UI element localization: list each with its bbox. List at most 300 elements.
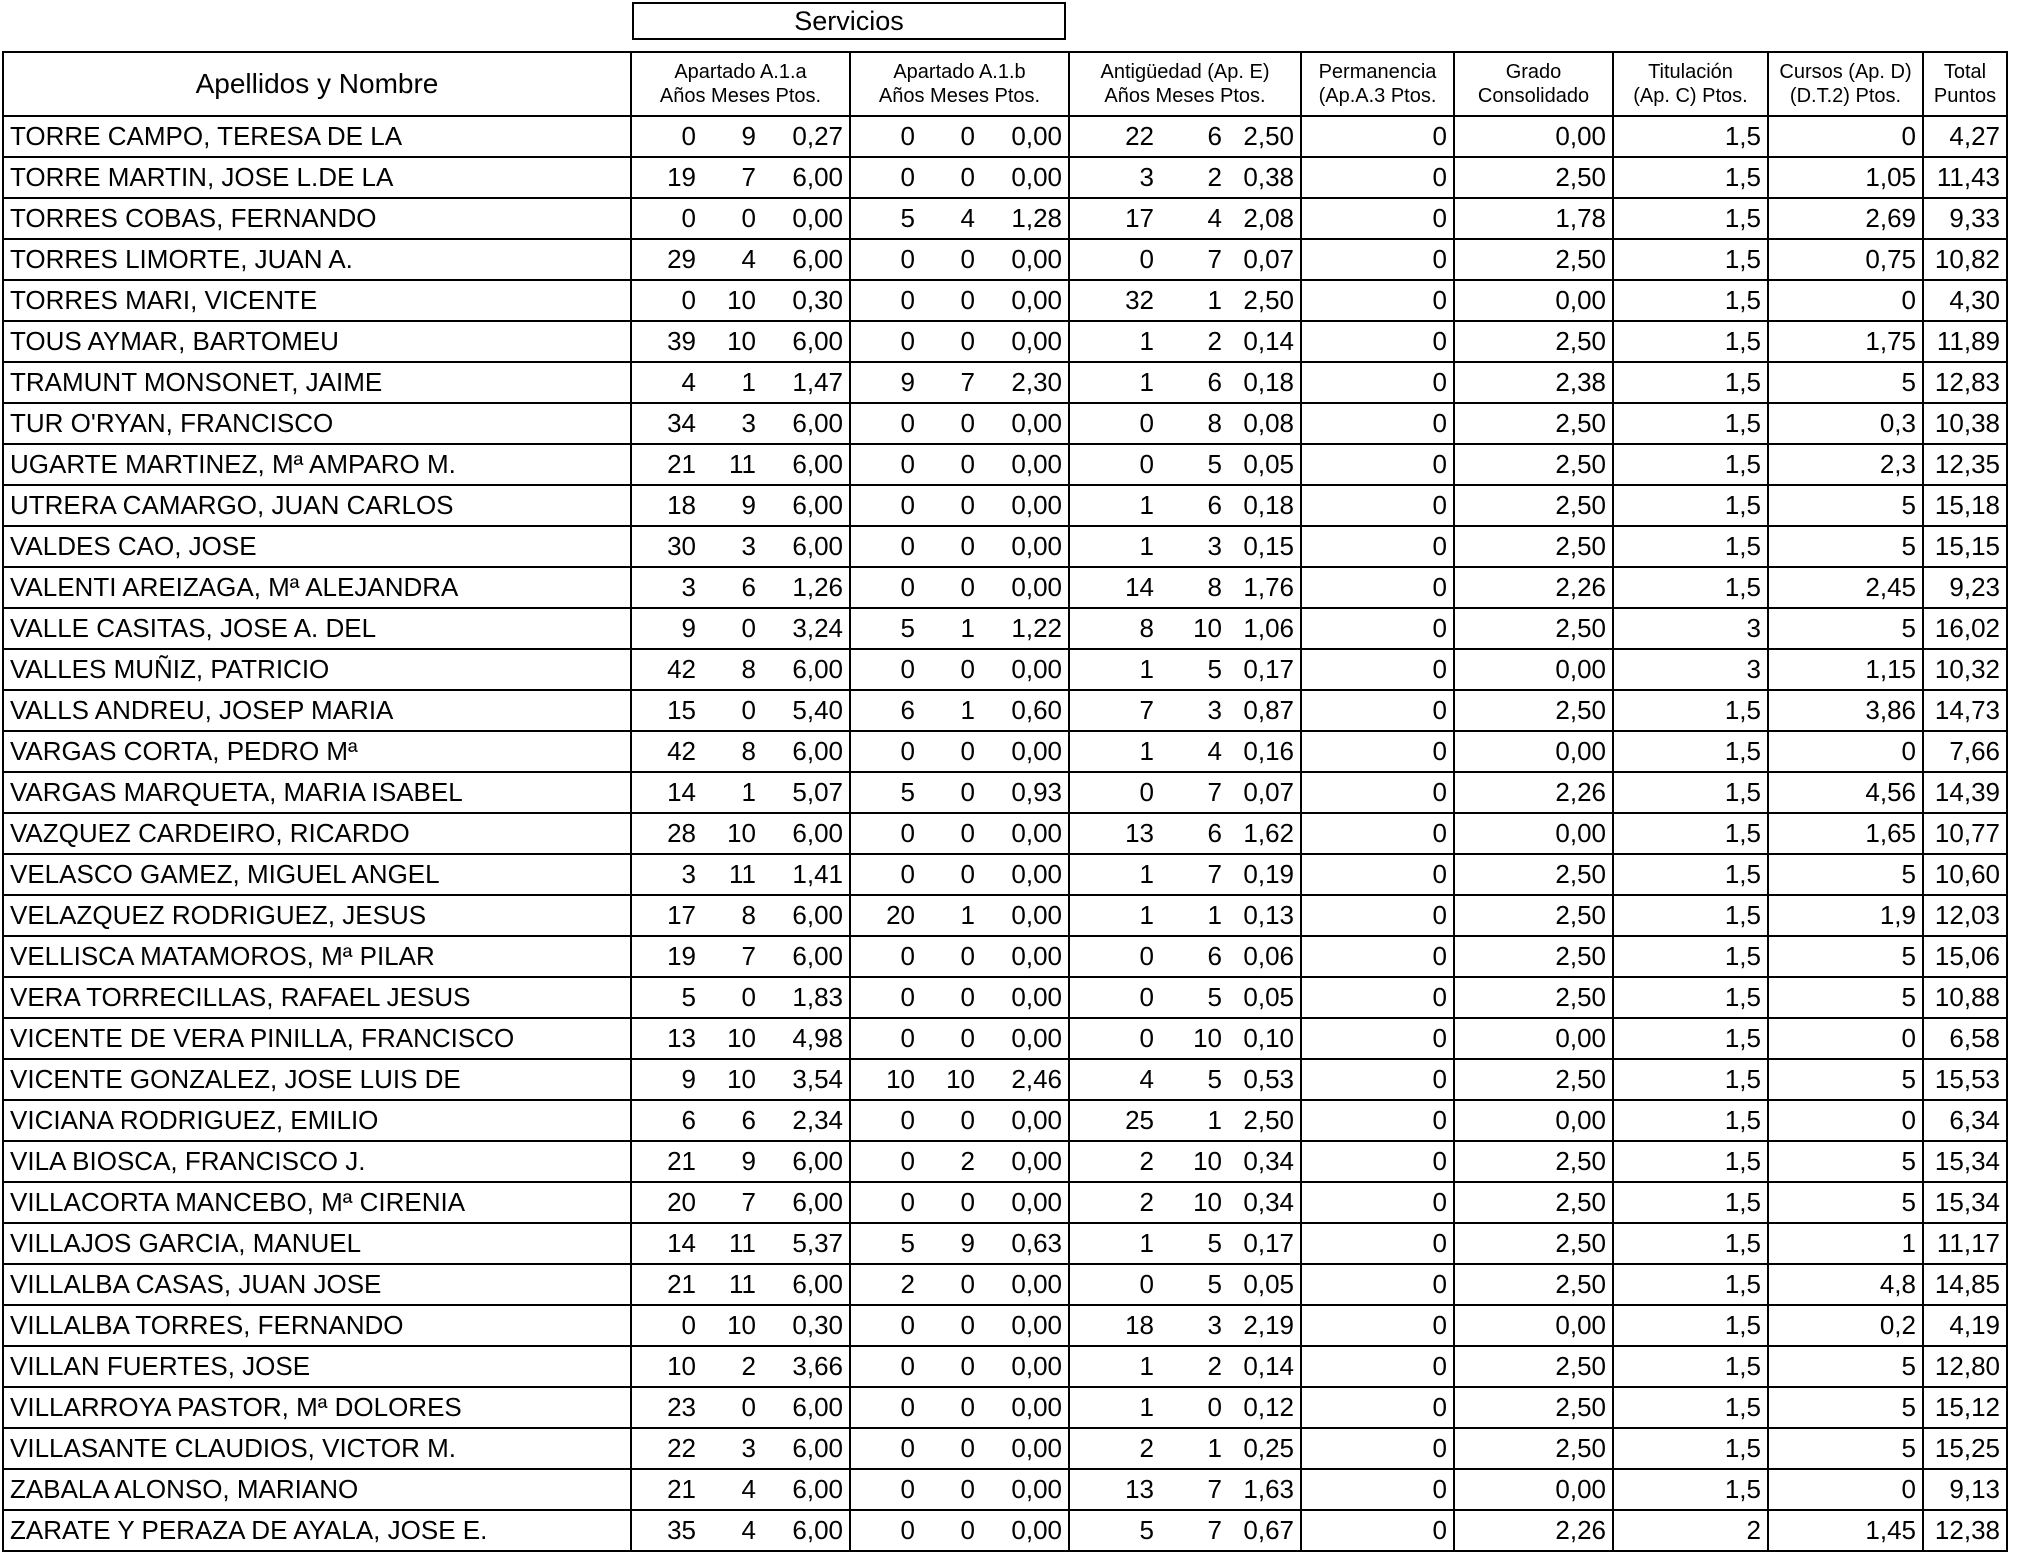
cell-a1a	[631, 1223, 850, 1264]
cell-a1a	[631, 321, 850, 362]
cell-antig-meses: 10	[1193, 1187, 1222, 1217]
cell-a1b-ptos: 0,00	[1011, 1515, 1062, 1545]
cell-name: VILLASANTE CLAUDIOS, VICTOR M.	[3, 1428, 631, 1469]
cell-a1a	[631, 1510, 850, 1551]
cell-perm: 0	[1301, 526, 1454, 567]
cell-cursos: 0,2	[1768, 1305, 1923, 1346]
cell-a1b-meses: 0	[960, 982, 975, 1012]
cell-a1a-anos: 20	[667, 1187, 696, 1217]
cell-a1b	[850, 854, 1069, 895]
cell-antig-anos: 14	[1125, 572, 1154, 602]
cell-grado: 2,50	[1454, 1182, 1613, 1223]
cell-a1b-anos: 5	[900, 777, 915, 807]
cell-a1b-meses: 0	[960, 408, 975, 438]
cell-antig	[1069, 977, 1301, 1018]
cell-cursos: 2,69	[1768, 198, 1923, 239]
cell-perm: 0	[1301, 444, 1454, 485]
cell-antig-meses: 7	[1207, 244, 1222, 274]
cell-antig-anos: 1	[1139, 1228, 1154, 1258]
cell-antig-meses: 5	[1207, 1228, 1222, 1258]
cell-a1a-meses: 2	[741, 1351, 756, 1381]
cell-perm: 0	[1301, 731, 1454, 772]
cell-a1b-meses: 0	[960, 1105, 975, 1135]
cell-antig-ptos: 0,10	[1243, 1023, 1294, 1053]
cell-antig-ptos: 0,06	[1243, 941, 1294, 971]
cell-a1a	[631, 403, 850, 444]
cell-antig-meses: 2	[1207, 326, 1222, 356]
cell-a1a-anos: 21	[667, 1474, 696, 1504]
cell-antig-ptos: 0,18	[1243, 490, 1294, 520]
cell-grado: 0,00	[1454, 1018, 1613, 1059]
cell-a1a-meses: 6	[741, 572, 756, 602]
cell-antig-anos: 2	[1139, 1146, 1154, 1176]
cell-antig	[1069, 1100, 1301, 1141]
cell-name: VARGAS MARQUETA, MARIA ISABEL	[3, 772, 631, 813]
cell-a1b	[850, 1346, 1069, 1387]
cell-titul: 1,5	[1613, 485, 1768, 526]
cell-grado: 2,50	[1454, 485, 1613, 526]
cell-name: ZABALA ALONSO, MARIANO	[3, 1469, 631, 1510]
cell-a1a	[631, 526, 850, 567]
cell-antig-ptos: 0,08	[1243, 408, 1294, 438]
table-body	[3, 116, 2007, 1551]
cell-cursos: 5	[1768, 1387, 1923, 1428]
cell-antig	[1069, 1141, 1301, 1182]
cell-a1b-meses: 10	[946, 1064, 975, 1094]
cell-perm: 0	[1301, 1223, 1454, 1264]
cell-a1a-meses: 10	[727, 1310, 756, 1340]
cell-total: 4,30	[1923, 280, 2007, 321]
cell-name: TRAMUNT MONSONET, JAIME	[3, 362, 631, 403]
cell-total: 11,43	[1923, 157, 2007, 198]
cell-a1b-meses: 0	[960, 1392, 975, 1422]
cell-a1b-ptos: 0,00	[1011, 982, 1062, 1012]
cell-a1a-ptos: 5,37	[792, 1228, 843, 1258]
cell-antig-anos: 1	[1139, 900, 1154, 930]
cell-a1a-meses: 8	[741, 736, 756, 766]
cell-grado: 2,50	[1454, 403, 1613, 444]
table-row	[3, 1305, 2007, 1346]
cell-cursos: 2,45	[1768, 567, 1923, 608]
table-row	[3, 1428, 2007, 1469]
table-row	[3, 854, 2007, 895]
cell-a1b-anos: 0	[900, 1433, 915, 1463]
cell-antig	[1069, 362, 1301, 403]
cell-grado: 0,00	[1454, 649, 1613, 690]
cell-a1a-ptos: 3,66	[792, 1351, 843, 1381]
cell-total: 16,02	[1923, 608, 2007, 649]
cell-antig-ptos: 0,14	[1243, 1351, 1294, 1381]
cell-a1b-anos: 0	[900, 449, 915, 479]
cell-a1a-meses: 4	[741, 1515, 756, 1545]
cell-antig-ptos: 0,87	[1243, 695, 1294, 725]
cell-a1b-anos: 9	[900, 367, 915, 397]
cell-antig-ptos: 2,50	[1243, 121, 1294, 151]
cell-cursos: 0	[1768, 280, 1923, 321]
cell-antig-ptos: 0,38	[1243, 162, 1294, 192]
table-row	[3, 444, 2007, 485]
cell-antig-meses: 1	[1207, 1105, 1222, 1135]
cell-a1a	[631, 485, 850, 526]
cell-titul: 1,5	[1613, 1387, 1768, 1428]
table-row	[3, 895, 2007, 936]
cell-a1a-ptos: 6,00	[792, 162, 843, 192]
cell-a1a	[631, 444, 850, 485]
cell-antig-meses: 3	[1207, 1310, 1222, 1340]
table-row	[3, 1018, 2007, 1059]
table-row	[3, 1223, 2007, 1264]
cell-name: UTRERA CAMARGO, JUAN CARLOS	[3, 485, 631, 526]
cell-a1b	[850, 977, 1069, 1018]
cell-antig	[1069, 772, 1301, 813]
cell-antig-anos: 25	[1125, 1105, 1154, 1135]
cell-grado: 0,00	[1454, 731, 1613, 772]
cell-a1a-ptos: 6,00	[792, 1433, 843, 1463]
cell-antig-meses: 2	[1207, 1351, 1222, 1381]
cell-cursos: 5	[1768, 936, 1923, 977]
cell-antig	[1069, 649, 1301, 690]
cell-a1b-meses: 0	[960, 1351, 975, 1381]
cell-cursos: 4,56	[1768, 772, 1923, 813]
cell-antig-anos: 17	[1125, 203, 1154, 233]
cell-name: TORRES COBAS, FERNANDO	[3, 198, 631, 239]
cell-perm: 0	[1301, 1387, 1454, 1428]
cell-a1b-meses: 0	[960, 1433, 975, 1463]
cell-antig	[1069, 1223, 1301, 1264]
cell-a1a-ptos: 3,54	[792, 1064, 843, 1094]
cell-antig-ptos: 0,05	[1243, 982, 1294, 1012]
cell-total: 10,82	[1923, 239, 2007, 280]
cell-a1a-anos: 21	[667, 1146, 696, 1176]
cell-antig-ptos: 1,62	[1243, 818, 1294, 848]
cell-name: VICENTE DE VERA PINILLA, FRANCISCO	[3, 1018, 631, 1059]
cell-a1a-ptos: 6,00	[792, 408, 843, 438]
cell-a1b-meses: 0	[960, 285, 975, 315]
cell-antig-anos: 0	[1139, 1269, 1154, 1299]
cell-perm: 0	[1301, 1346, 1454, 1387]
cell-antig-ptos: 0,53	[1243, 1064, 1294, 1094]
cell-grado: 2,50	[1454, 977, 1613, 1018]
cell-antig-meses: 4	[1207, 203, 1222, 233]
cell-cursos: 0	[1768, 731, 1923, 772]
cell-antig	[1069, 854, 1301, 895]
cell-antig-ptos: 1,76	[1243, 572, 1294, 602]
cell-total: 14,85	[1923, 1264, 2007, 1305]
cell-total: 15,12	[1923, 1387, 2007, 1428]
cell-perm: 0	[1301, 1059, 1454, 1100]
cell-total: 15,15	[1923, 526, 2007, 567]
cell-a1a-ptos: 6,00	[792, 900, 843, 930]
cell-total: 11,17	[1923, 1223, 2007, 1264]
cell-total: 15,25	[1923, 1428, 2007, 1469]
cell-perm: 0	[1301, 1305, 1454, 1346]
cell-a1a-ptos: 0,30	[792, 285, 843, 315]
cell-perm: 0	[1301, 690, 1454, 731]
cell-name: TORRE CAMPO, TERESA DE LA	[3, 116, 631, 157]
cell-grado: 0,00	[1454, 280, 1613, 321]
cell-a1b	[850, 1305, 1069, 1346]
cell-a1b	[850, 321, 1069, 362]
header-titulacion: Titulación (Ap. C) Ptos.	[1613, 52, 1768, 116]
cell-a1a-anos: 21	[667, 1269, 696, 1299]
cell-total: 11,89	[1923, 321, 2007, 362]
cell-a1a-meses: 0	[741, 982, 756, 1012]
cell-antig-anos: 0	[1139, 941, 1154, 971]
cell-a1a-anos: 17	[667, 900, 696, 930]
cell-a1b-meses: 0	[960, 449, 975, 479]
cell-a1b-meses: 0	[960, 859, 975, 889]
cell-titul: 1,5	[1613, 813, 1768, 854]
cell-titul: 1,5	[1613, 239, 1768, 280]
cell-cursos: 1,45	[1768, 1510, 1923, 1551]
cell-a1b-ptos: 0,00	[1011, 1351, 1062, 1381]
cell-a1a	[631, 772, 850, 813]
cell-a1b	[850, 1469, 1069, 1510]
header-row	[3, 52, 2007, 116]
cell-name: TORRES LIMORTE, JUAN A.	[3, 239, 631, 280]
cell-a1b-ptos: 0,63	[1011, 1228, 1062, 1258]
table-row	[3, 1469, 2007, 1510]
cell-a1b	[850, 1182, 1069, 1223]
cell-a1b-meses: 9	[960, 1228, 975, 1258]
cell-a1a-meses: 0	[741, 613, 756, 643]
cell-titul: 1,5	[1613, 1223, 1768, 1264]
cell-a1a	[631, 1182, 850, 1223]
cell-a1a-ptos: 2,34	[792, 1105, 843, 1135]
cell-a1b-anos: 0	[900, 818, 915, 848]
cell-antig-anos: 1	[1139, 531, 1154, 561]
cell-a1a-ptos: 6,00	[792, 818, 843, 848]
cell-a1a-ptos: 3,24	[792, 613, 843, 643]
cell-antig-anos: 13	[1125, 818, 1154, 848]
cell-a1b-anos: 2	[900, 1269, 915, 1299]
cell-antig-anos: 3	[1139, 162, 1154, 192]
cell-a1b-anos: 0	[900, 1023, 915, 1053]
cell-name: VALLE CASITAS, JOSE A. DEL	[3, 608, 631, 649]
cell-titul: 3	[1613, 649, 1768, 690]
cell-name: VILLAN FUERTES, JOSE	[3, 1346, 631, 1387]
cell-antig-meses: 5	[1207, 1064, 1222, 1094]
cell-a1a-anos: 5	[681, 982, 696, 1012]
cell-total: 10,38	[1923, 403, 2007, 444]
cell-a1a	[631, 690, 850, 731]
cell-a1b-meses: 0	[960, 1310, 975, 1340]
cell-a1b	[850, 608, 1069, 649]
cell-a1a-anos: 6	[681, 1105, 696, 1135]
cell-a1a	[631, 116, 850, 157]
cell-grado: 0,00	[1454, 813, 1613, 854]
cell-antig	[1069, 1346, 1301, 1387]
cell-titul: 1,5	[1613, 444, 1768, 485]
cell-a1a-ptos: 6,00	[792, 490, 843, 520]
cell-a1a-ptos: 1,47	[792, 367, 843, 397]
cell-antig-anos: 0	[1139, 244, 1154, 274]
cell-total: 15,18	[1923, 485, 2007, 526]
cell-total: 14,73	[1923, 690, 2007, 731]
cell-perm: 0	[1301, 1182, 1454, 1223]
cell-cursos: 2,3	[1768, 444, 1923, 485]
cell-titul: 1,5	[1613, 895, 1768, 936]
cell-a1a-ptos: 6,00	[792, 941, 843, 971]
cell-a1a-anos: 3	[681, 572, 696, 602]
cell-a1b	[850, 485, 1069, 526]
cell-antig-ptos: 1,63	[1243, 1474, 1294, 1504]
cell-a1a-meses: 4	[741, 1474, 756, 1504]
cell-a1a-ptos: 1,41	[792, 859, 843, 889]
cell-a1a	[631, 239, 850, 280]
cell-antig-ptos: 0,13	[1243, 900, 1294, 930]
cell-a1b-meses: 1	[960, 695, 975, 725]
cell-antig-meses: 5	[1207, 1269, 1222, 1299]
cell-a1a-anos: 39	[667, 326, 696, 356]
cell-a1a-anos: 14	[667, 1228, 696, 1258]
cell-a1b	[850, 157, 1069, 198]
cell-name: VILA BIOSCA, FRANCISCO J.	[3, 1141, 631, 1182]
cell-perm: 0	[1301, 239, 1454, 280]
cell-titul: 1,5	[1613, 157, 1768, 198]
table-row	[3, 526, 2007, 567]
cell-antig	[1069, 1387, 1301, 1428]
cell-antig	[1069, 239, 1301, 280]
cell-antig-anos: 7	[1139, 695, 1154, 725]
cell-antig	[1069, 321, 1301, 362]
cell-antig-anos: 1	[1139, 367, 1154, 397]
cell-total: 7,66	[1923, 731, 2007, 772]
cell-a1a-meses: 0	[741, 1392, 756, 1422]
header-a1a: Apartado A.1.a Años Meses Ptos.	[631, 52, 850, 116]
cell-a1b-anos: 5	[900, 613, 915, 643]
cell-a1a-meses: 0	[741, 203, 756, 233]
cell-titul: 1,5	[1613, 526, 1768, 567]
cell-a1a-anos: 4	[681, 367, 696, 397]
table-row	[3, 1141, 2007, 1182]
header-antiguedad: Antigüedad (Ap. E) Años Meses Ptos.	[1069, 52, 1301, 116]
cell-antig-meses: 6	[1207, 121, 1222, 151]
cell-total: 14,39	[1923, 772, 2007, 813]
cell-perm: 0	[1301, 362, 1454, 403]
cell-antig-meses: 7	[1207, 1515, 1222, 1545]
cell-a1b-ptos: 0,00	[1011, 162, 1062, 192]
cell-a1b-ptos: 0,00	[1011, 285, 1062, 315]
cell-a1b	[850, 116, 1069, 157]
cell-grado: 1,78	[1454, 198, 1613, 239]
cell-a1b-anos: 0	[900, 941, 915, 971]
cell-a1b-anos: 0	[900, 1515, 915, 1545]
cell-a1a-anos: 29	[667, 244, 696, 274]
cell-a1b	[850, 731, 1069, 772]
cell-name: TUR O'RYAN, FRANCISCO	[3, 403, 631, 444]
cell-a1b-anos: 0	[900, 408, 915, 438]
cell-a1b-anos: 0	[900, 326, 915, 356]
cell-antig-ptos: 0,18	[1243, 367, 1294, 397]
cell-antig-anos: 0	[1139, 408, 1154, 438]
cell-a1b-meses: 1	[960, 613, 975, 643]
table-row	[3, 608, 2007, 649]
cell-antig-meses: 1	[1207, 285, 1222, 315]
cell-a1a-ptos: 6,00	[792, 326, 843, 356]
cell-titul: 1,5	[1613, 690, 1768, 731]
cell-antig	[1069, 157, 1301, 198]
cell-a1b-ptos: 0,00	[1011, 121, 1062, 151]
cell-a1a-meses: 1	[741, 367, 756, 397]
cell-titul: 1,5	[1613, 1100, 1768, 1141]
cell-grado: 2,50	[1454, 608, 1613, 649]
cell-a1b-ptos: 1,22	[1011, 613, 1062, 643]
cell-a1b-ptos: 0,00	[1011, 531, 1062, 561]
cell-a1a-meses: 8	[741, 900, 756, 930]
cell-a1a-meses: 3	[741, 1433, 756, 1463]
cell-a1b-ptos: 0,00	[1011, 449, 1062, 479]
cell-perm: 0	[1301, 813, 1454, 854]
cell-antig-ptos: 2,19	[1243, 1310, 1294, 1340]
cell-titul: 1,5	[1613, 772, 1768, 813]
cell-a1b-meses: 0	[960, 244, 975, 274]
cell-grado: 2,50	[1454, 1387, 1613, 1428]
cell-grado: 2,50	[1454, 1264, 1613, 1305]
cell-titul: 3	[1613, 608, 1768, 649]
cell-a1b-ptos: 0,00	[1011, 654, 1062, 684]
cell-grado: 2,38	[1454, 362, 1613, 403]
cell-antig-anos: 5	[1139, 1515, 1154, 1545]
cell-antig	[1069, 1264, 1301, 1305]
cell-antig	[1069, 936, 1301, 977]
cell-antig-anos: 1	[1139, 654, 1154, 684]
cell-perm: 0	[1301, 280, 1454, 321]
cell-a1b-ptos: 0,00	[1011, 1105, 1062, 1135]
cell-titul: 1,5	[1613, 854, 1768, 895]
cell-a1a-meses: 8	[741, 654, 756, 684]
cell-antig-meses: 5	[1207, 982, 1222, 1012]
cell-antig	[1069, 690, 1301, 731]
cell-antig	[1069, 280, 1301, 321]
cell-a1a	[631, 649, 850, 690]
cell-cursos: 5	[1768, 608, 1923, 649]
cell-cursos: 5	[1768, 977, 1923, 1018]
cell-titul: 1,5	[1613, 1346, 1768, 1387]
cell-antig-ptos: 0,16	[1243, 736, 1294, 766]
cell-a1b	[850, 403, 1069, 444]
cell-cursos: 5	[1768, 526, 1923, 567]
cell-a1a-meses: 7	[741, 162, 756, 192]
cell-a1b-anos: 0	[900, 1187, 915, 1217]
cell-a1b-anos: 0	[900, 531, 915, 561]
cell-name: VALDES CAO, JOSE	[3, 526, 631, 567]
cell-grado: 2,50	[1454, 321, 1613, 362]
cell-antig	[1069, 608, 1301, 649]
cell-grado: 2,50	[1454, 690, 1613, 731]
table-row	[3, 1387, 2007, 1428]
table-row	[3, 649, 2007, 690]
cell-antig-meses: 7	[1207, 859, 1222, 889]
cell-a1a-ptos: 6,00	[792, 449, 843, 479]
table-row	[3, 403, 2007, 444]
header-a1b: Apartado A.1.b Años Meses Ptos.	[850, 52, 1069, 116]
cell-total: 12,35	[1923, 444, 2007, 485]
cell-titul: 1,5	[1613, 321, 1768, 362]
cell-a1a-ptos: 6,00	[792, 1474, 843, 1504]
cell-name: VILLALBA TORRES, FERNANDO	[3, 1305, 631, 1346]
cell-cursos: 0	[1768, 1018, 1923, 1059]
cell-antig-meses: 0	[1207, 1392, 1222, 1422]
cell-antig-meses: 10	[1193, 613, 1222, 643]
cell-antig	[1069, 895, 1301, 936]
cell-a1b	[850, 1387, 1069, 1428]
cell-grado: 2,26	[1454, 567, 1613, 608]
cell-a1a	[631, 1264, 850, 1305]
cell-titul: 1,5	[1613, 280, 1768, 321]
cell-a1a	[631, 567, 850, 608]
cell-a1b-meses: 0	[960, 1474, 975, 1504]
